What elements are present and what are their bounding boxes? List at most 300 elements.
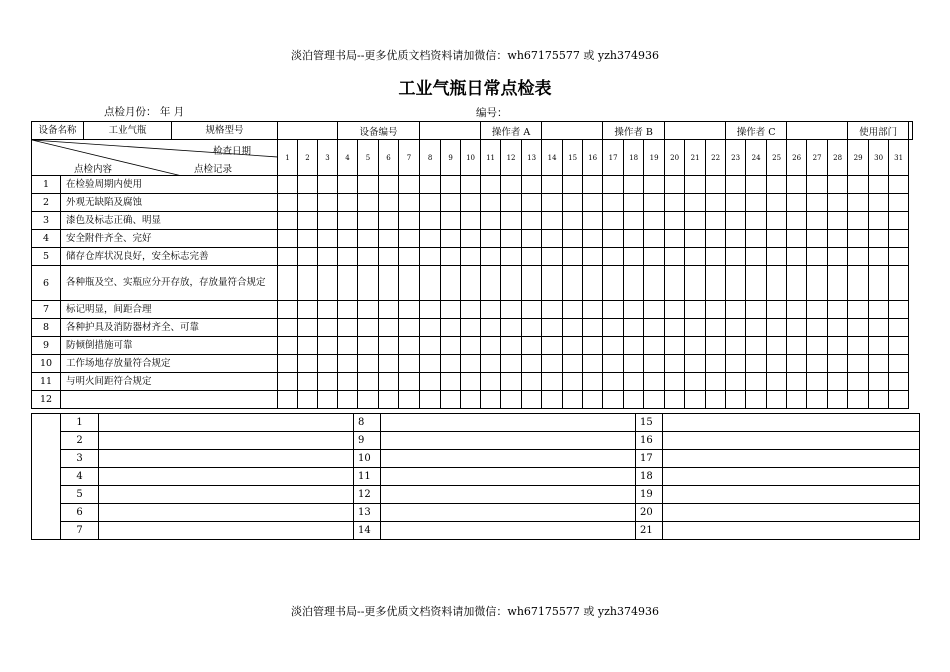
notes-entry-cell[interactable] [381,504,636,522]
check-cell[interactable] [298,319,318,337]
check-cell[interactable] [828,194,848,212]
check-cell[interactable] [379,355,399,373]
check-cell[interactable] [869,230,889,248]
check-cell[interactable] [338,230,358,248]
check-cell[interactable] [685,301,706,319]
device-name-value[interactable]: 工业气瓶 [84,122,172,139]
check-cell[interactable] [522,373,542,391]
check-cell[interactable] [298,391,318,409]
check-cell[interactable] [685,319,706,337]
check-cell[interactable] [848,301,869,319]
check-cell[interactable] [869,176,889,194]
check-cell[interactable] [889,248,909,266]
check-cell[interactable] [685,212,706,230]
check-cell[interactable] [379,194,399,212]
check-cell[interactable] [583,230,603,248]
check-cell[interactable] [583,337,603,355]
check-cell[interactable] [665,266,685,301]
check-cell[interactable] [358,212,379,230]
check-cell[interactable] [522,212,542,230]
check-cell[interactable] [298,230,318,248]
check-cell[interactable] [399,355,420,373]
check-cell[interactable] [603,230,624,248]
check-cell[interactable] [358,230,379,248]
check-cell[interactable] [848,355,869,373]
check-cell[interactable] [358,194,379,212]
check-cell[interactable] [522,355,542,373]
check-cell[interactable] [542,212,563,230]
check-cell[interactable] [563,373,583,391]
check-cell[interactable] [848,248,869,266]
check-cell[interactable] [828,230,848,248]
check-cell[interactable] [746,319,767,337]
check-cell[interactable] [441,248,461,266]
check-cell[interactable] [869,355,889,373]
check-cell[interactable] [767,301,787,319]
check-cell[interactable] [624,319,644,337]
check-cell[interactable] [603,212,624,230]
check-cell[interactable] [542,355,563,373]
check-cell[interactable] [563,355,583,373]
check-cell[interactable] [624,337,644,355]
check-cell[interactable] [624,373,644,391]
check-cell[interactable] [624,355,644,373]
check-cell[interactable] [807,355,828,373]
check-cell[interactable] [767,212,787,230]
check-cell[interactable] [746,248,767,266]
check-cell[interactable] [665,301,685,319]
check-cell[interactable] [278,176,298,194]
check-cell[interactable] [461,248,481,266]
check-cell[interactable] [624,212,644,230]
check-cell[interactable] [767,391,787,409]
check-cell[interactable] [338,337,358,355]
check-cell[interactable] [603,194,624,212]
check-cell[interactable] [624,230,644,248]
check-cell[interactable] [399,319,420,337]
check-cell[interactable] [399,212,420,230]
check-cell[interactable] [807,337,828,355]
check-cell[interactable] [420,337,441,355]
check-cell[interactable] [685,230,706,248]
check-cell[interactable] [542,230,563,248]
notes-entry-cell[interactable] [663,468,920,486]
check-cell[interactable] [420,373,441,391]
check-cell[interactable] [665,248,685,266]
check-cell[interactable] [501,194,522,212]
check-cell[interactable] [807,230,828,248]
check-cell[interactable] [542,176,563,194]
check-cell[interactable] [522,248,542,266]
check-cell[interactable] [746,266,767,301]
check-cell[interactable] [828,373,848,391]
check-cell[interactable] [441,194,461,212]
check-cell[interactable] [889,373,909,391]
notes-entry-cell[interactable] [99,432,354,450]
check-cell[interactable] [706,391,726,409]
check-cell[interactable] [665,319,685,337]
notes-entry-cell[interactable] [663,522,920,540]
check-cell[interactable] [665,176,685,194]
check-cell[interactable] [583,266,603,301]
check-cell[interactable] [399,194,420,212]
check-cell[interactable] [441,230,461,248]
check-cell[interactable] [481,301,501,319]
check-cell[interactable] [278,337,298,355]
check-cell[interactable] [787,266,807,301]
check-cell[interactable] [441,319,461,337]
check-cell[interactable] [318,319,338,337]
check-cell[interactable] [379,319,399,337]
check-cell[interactable] [746,355,767,373]
check-cell[interactable] [726,391,746,409]
check-cell[interactable] [298,355,318,373]
check-cell[interactable] [298,176,318,194]
check-cell[interactable] [522,266,542,301]
check-cell[interactable] [298,212,318,230]
check-cell[interactable] [420,230,441,248]
check-cell[interactable] [278,355,298,373]
check-cell[interactable] [746,301,767,319]
check-cell[interactable] [563,319,583,337]
check-cell[interactable] [787,391,807,409]
check-cell[interactable] [542,391,563,409]
check-cell[interactable] [318,373,338,391]
notes-entry-cell[interactable] [663,504,920,522]
check-cell[interactable] [278,212,298,230]
check-cell[interactable] [583,176,603,194]
check-cell[interactable] [746,230,767,248]
check-cell[interactable] [481,248,501,266]
check-cell[interactable] [358,373,379,391]
check-cell[interactable] [501,373,522,391]
check-cell[interactable] [726,373,746,391]
check-cell[interactable] [318,301,338,319]
check-cell[interactable] [828,266,848,301]
check-cell[interactable] [278,301,298,319]
check-cell[interactable] [644,319,665,337]
check-cell[interactable] [848,212,869,230]
check-cell[interactable] [278,373,298,391]
check-cell[interactable] [501,337,522,355]
check-cell[interactable] [685,337,706,355]
check-cell[interactable] [338,373,358,391]
check-cell[interactable] [583,355,603,373]
check-cell[interactable] [848,319,869,337]
check-cell[interactable] [603,373,624,391]
notes-entry-cell[interactable] [381,414,636,432]
check-cell[interactable] [869,266,889,301]
check-cell[interactable] [481,266,501,301]
check-cell[interactable] [889,391,909,409]
check-cell[interactable] [399,230,420,248]
check-cell[interactable] [318,248,338,266]
check-cell[interactable] [624,301,644,319]
check-cell[interactable] [665,373,685,391]
check-cell[interactable] [338,355,358,373]
check-cell[interactable] [767,337,787,355]
check-cell[interactable] [501,230,522,248]
check-cell[interactable] [358,266,379,301]
check-cell[interactable] [522,176,542,194]
check-cell[interactable] [399,337,420,355]
notes-entry-cell[interactable] [663,486,920,504]
check-cell[interactable] [542,248,563,266]
check-cell[interactable] [420,355,441,373]
check-cell[interactable] [563,301,583,319]
check-cell[interactable] [583,373,603,391]
check-cell[interactable] [726,230,746,248]
check-cell[interactable] [481,391,501,409]
check-cell[interactable] [624,176,644,194]
check-cell[interactable] [665,212,685,230]
check-cell[interactable] [278,230,298,248]
check-cell[interactable] [787,301,807,319]
notes-entry-cell[interactable] [381,432,636,450]
check-cell[interactable] [481,373,501,391]
check-cell[interactable] [807,266,828,301]
check-cell[interactable] [461,301,481,319]
check-cell[interactable] [869,248,889,266]
check-cell[interactable] [848,266,869,301]
check-cell[interactable] [665,391,685,409]
check-cell[interactable] [706,212,726,230]
check-cell[interactable] [338,391,358,409]
check-cell[interactable] [746,373,767,391]
check-cell[interactable] [848,391,869,409]
check-cell[interactable] [807,319,828,337]
check-cell[interactable] [563,194,583,212]
notes-entry-cell[interactable] [99,468,354,486]
notes-entry-cell[interactable] [99,504,354,522]
check-cell[interactable] [726,355,746,373]
check-cell[interactable] [481,176,501,194]
check-cell[interactable] [318,230,338,248]
check-cell[interactable] [379,301,399,319]
check-cell[interactable] [379,248,399,266]
check-cell[interactable] [501,266,522,301]
check-cell[interactable] [461,230,481,248]
check-cell[interactable] [522,337,542,355]
check-cell[interactable] [644,176,665,194]
check-cell[interactable] [644,391,665,409]
check-cell[interactable] [685,373,706,391]
check-cell[interactable] [278,391,298,409]
check-cell[interactable] [726,266,746,301]
notes-entry-cell[interactable] [381,486,636,504]
check-cell[interactable] [726,176,746,194]
check-cell[interactable] [501,355,522,373]
check-cell[interactable] [644,212,665,230]
check-cell[interactable] [441,391,461,409]
check-cell[interactable] [706,266,726,301]
check-cell[interactable] [338,266,358,301]
check-cell[interactable] [420,212,441,230]
check-cell[interactable] [542,373,563,391]
check-cell[interactable] [706,337,726,355]
check-cell[interactable] [461,355,481,373]
check-cell[interactable] [807,301,828,319]
check-cell[interactable] [603,337,624,355]
check-cell[interactable] [379,391,399,409]
check-cell[interactable] [869,319,889,337]
check-cell[interactable] [706,301,726,319]
check-cell[interactable] [848,373,869,391]
check-cell[interactable] [461,337,481,355]
check-cell[interactable] [889,319,909,337]
check-cell[interactable] [563,248,583,266]
check-cell[interactable] [358,176,379,194]
check-cell[interactable] [787,355,807,373]
check-cell[interactable] [461,391,481,409]
check-cell[interactable] [358,301,379,319]
notes-entry-cell[interactable] [99,414,354,432]
check-cell[interactable] [522,301,542,319]
check-cell[interactable] [828,337,848,355]
check-cell[interactable] [583,301,603,319]
check-cell[interactable] [481,194,501,212]
check-cell[interactable] [848,194,869,212]
check-cell[interactable] [807,176,828,194]
check-cell[interactable] [644,230,665,248]
check-cell[interactable] [685,355,706,373]
check-cell[interactable] [889,194,909,212]
check-cell[interactable] [399,176,420,194]
notes-entry-cell[interactable] [663,414,920,432]
check-cell[interactable] [358,391,379,409]
check-cell[interactable] [358,355,379,373]
check-cell[interactable] [298,373,318,391]
check-cell[interactable] [583,319,603,337]
check-cell[interactable] [481,319,501,337]
check-cell[interactable] [399,391,420,409]
check-cell[interactable] [420,391,441,409]
check-cell[interactable] [767,266,787,301]
check-cell[interactable] [644,266,665,301]
check-cell[interactable] [828,301,848,319]
check-cell[interactable] [603,301,624,319]
check-cell[interactable] [441,176,461,194]
check-cell[interactable] [706,176,726,194]
check-cell[interactable] [583,391,603,409]
check-cell[interactable] [787,212,807,230]
check-cell[interactable] [441,266,461,301]
check-cell[interactable] [767,248,787,266]
check-cell[interactable] [848,176,869,194]
check-cell[interactable] [379,373,399,391]
check-cell[interactable] [665,355,685,373]
check-cell[interactable] [746,337,767,355]
check-cell[interactable] [706,319,726,337]
check-cell[interactable] [706,194,726,212]
check-cell[interactable] [665,230,685,248]
check-cell[interactable] [501,319,522,337]
check-cell[interactable] [746,212,767,230]
check-cell[interactable] [828,391,848,409]
check-cell[interactable] [828,212,848,230]
check-cell[interactable] [644,248,665,266]
check-cell[interactable] [399,248,420,266]
check-cell[interactable] [726,212,746,230]
check-cell[interactable] [461,266,481,301]
check-cell[interactable] [644,194,665,212]
check-cell[interactable] [726,194,746,212]
check-cell[interactable] [461,319,481,337]
check-cell[interactable] [358,248,379,266]
check-cell[interactable] [358,319,379,337]
check-cell[interactable] [889,301,909,319]
check-cell[interactable] [542,266,563,301]
check-cell[interactable] [563,212,583,230]
check-cell[interactable] [563,391,583,409]
check-cell[interactable] [767,355,787,373]
check-cell[interactable] [441,337,461,355]
operator-a-value-cell[interactable] [542,122,603,140]
check-cell[interactable] [399,373,420,391]
check-cell[interactable] [706,355,726,373]
check-cell[interactable] [603,319,624,337]
check-cell[interactable] [278,248,298,266]
check-cell[interactable] [338,319,358,337]
notes-entry-cell[interactable] [99,450,354,468]
check-cell[interactable] [869,337,889,355]
check-cell[interactable] [338,176,358,194]
check-cell[interactable] [726,301,746,319]
check-cell[interactable] [644,355,665,373]
check-cell[interactable] [501,301,522,319]
check-cell[interactable] [278,194,298,212]
check-cell[interactable] [461,176,481,194]
check-cell[interactable] [665,337,685,355]
check-cell[interactable] [807,212,828,230]
check-cell[interactable] [685,176,706,194]
check-cell[interactable] [318,212,338,230]
check-cell[interactable] [583,212,603,230]
check-cell[interactable] [441,301,461,319]
check-cell[interactable] [338,194,358,212]
check-cell[interactable] [338,212,358,230]
check-cell[interactable] [746,194,767,212]
check-cell[interactable] [318,176,338,194]
check-cell[interactable] [481,355,501,373]
check-cell[interactable] [583,194,603,212]
check-cell[interactable] [379,176,399,194]
check-cell[interactable] [441,373,461,391]
check-cell[interactable] [706,230,726,248]
check-cell[interactable] [767,230,787,248]
check-cell[interactable] [420,319,441,337]
check-cell[interactable] [787,373,807,391]
check-cell[interactable] [522,391,542,409]
check-cell[interactable] [685,194,706,212]
check-cell[interactable] [726,248,746,266]
notes-entry-cell[interactable] [663,450,920,468]
check-cell[interactable] [338,248,358,266]
check-cell[interactable] [848,230,869,248]
check-cell[interactable] [767,176,787,194]
check-cell[interactable] [828,176,848,194]
check-cell[interactable] [869,373,889,391]
check-cell[interactable] [481,337,501,355]
check-cell[interactable] [420,266,441,301]
check-cell[interactable] [522,194,542,212]
check-cell[interactable] [889,176,909,194]
check-cell[interactable] [807,194,828,212]
check-cell[interactable] [889,337,909,355]
check-cell[interactable] [889,212,909,230]
check-cell[interactable] [441,212,461,230]
check-cell[interactable] [746,176,767,194]
